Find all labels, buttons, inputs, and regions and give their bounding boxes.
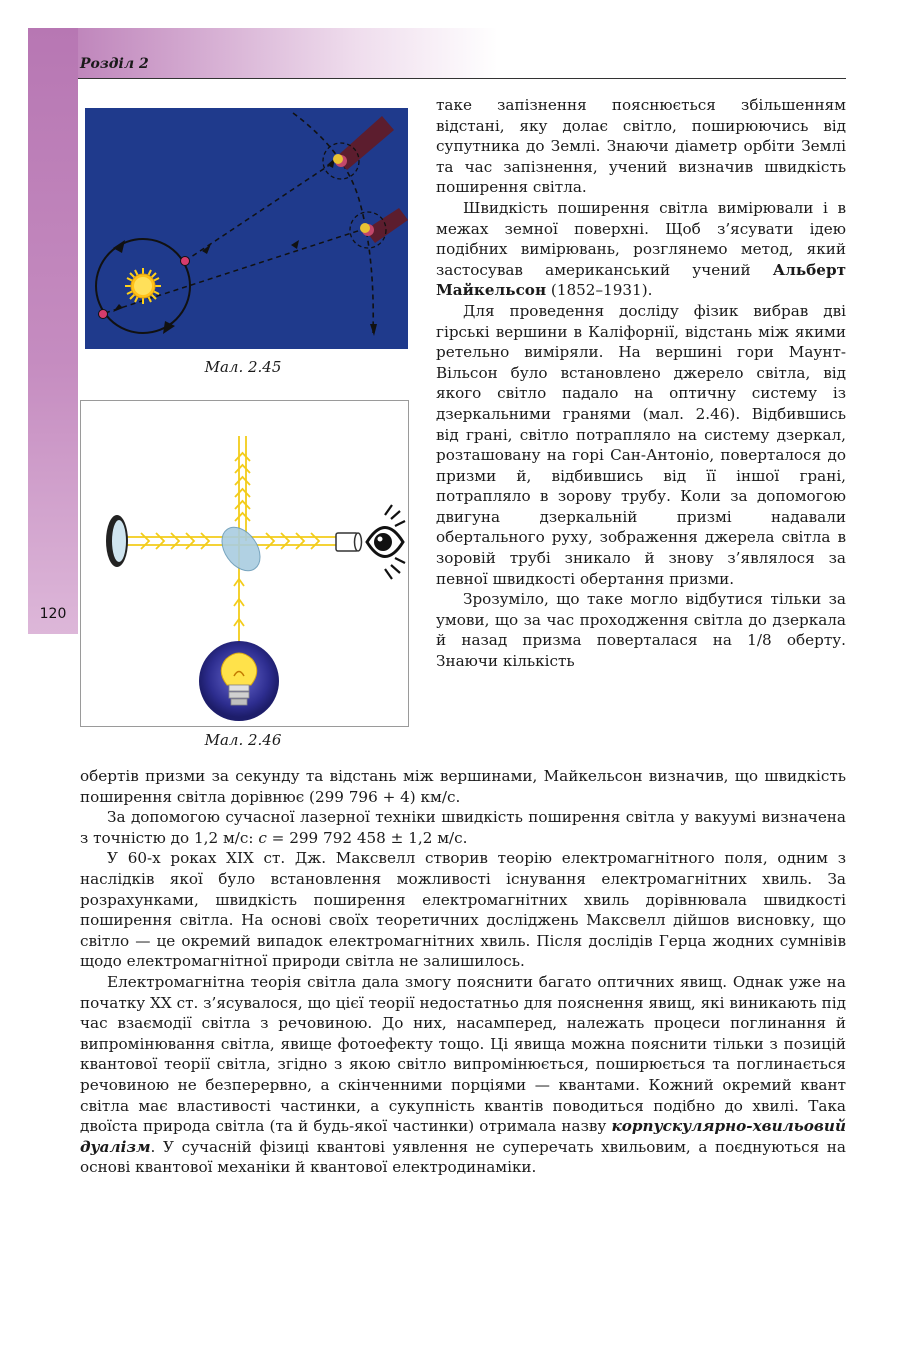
- paragraph-4-end: обертів призми за секунду та відстань між вершинами, Майкельсон визначив, що швидкість поширення світла дорівнює (299 796 + 4) км/с.: [80, 767, 846, 806]
- figure-2-45-caption: Мал. 2.45: [204, 358, 282, 376]
- header-rule: [78, 78, 846, 79]
- orbit-diagram: [85, 108, 408, 349]
- paragraph-3: Для проведення досліду фізик вибрав дві гірські вершини в Каліфорнії, відстань між якими ретельно виміряли. На вершині гори Маунт-Вільсон було встановлено джерело світла, від якого світло падало на оптичну систему із дзеркальними гранями (мал. 2.46). Відбившись від грані, світло потрапляло на систему дзеркал, розташовану на горі Сан-Антоніо, поверталося до призми й, відбившись від її іншої грані, потрапляло в зорову трубу. Коли за допомогою двигуна дзеркальній призмі надавали обертального руху, зображення джерела світла в зоровій трубі зникало й знову з’являлося за певної швидкості обертання призми.: [436, 301, 846, 588]
- eye-icon: [367, 505, 405, 579]
- paragraph-2: Швидкість поширення світла вимірювали і в межах земної поверхні. Щоб з’ясувати ідею подібних вимірювань, розглянемо метод, який застосував американський учений Альберт Майкельсон (1852–1931).: [436, 198, 846, 300]
- mirror-icon: [106, 515, 128, 567]
- figure-2-46: [80, 400, 409, 727]
- michelson-diagram: [81, 401, 408, 726]
- lamp-icon: [199, 641, 279, 721]
- page-number: 120: [39, 606, 67, 622]
- figure-2-46-caption: Мал. 2.46: [204, 731, 282, 749]
- section-label: Розділ 2: [80, 56, 149, 72]
- side-accent-strip: [28, 28, 78, 634]
- key-term: корпускулярно-хвильовий дуалізм: [80, 1117, 846, 1156]
- right-column: [436, 95, 846, 672]
- paragraph-6: У 60-х роках ХІХ ст. Дж. Максвелл створив теорію електромагнітного поля, одним з наслідків якої було встановлення можливості існування електромагнітних хвиль. За розрахунками, швидкість поширення електромагнітних хвиль дорівнювала швидкості поширення світла. На основі своїх теоретичних досліджень Максвелл дійшов висновку, що світло — це окремий випадок електромагнітних хвиль. Після дослідів Герца жодних сумнівів щодо електромагнітної природи світла не залишилось.: [80, 849, 846, 971]
- paragraph-7: Електромагнітна теорія світла дала змогу пояснити багато оптичних явищ. Однак уже на початку ХХ ст. з’ясувалося, що цієї теорії недостатньо для пояснення явищ, які виникають під час взаємодії світла з речовиною. До них, насамперед, належать процеси поглинання й випромінювання світла, явище фотоефекту тощо. Ці явища можна пояснити тільки з позицій квантової теорії світла, згідно з якою світло випромінюється, поширюється та поглинається речовиною не безперервно, а скінченними порціями — квантами. Кожний окремий квант світла має властивості частинки, а сукупність квантів поводиться подібно до хвилі. Така двоїста природа світла (та й будь-якої частинки) отримала назву корпускулярно-хвильовий дуалізм. У сучасній фізиці квантові уявлення не суперечать хвильовим, а поєднуються на основі квантової механіки й квантової електродинаміки.: [80, 972, 846, 1177]
- figure-2-45: [85, 108, 408, 349]
- paragraph-4-start: Зрозуміло, що таке могло відбутися тільки за умови, що за час проходження світла до дзеркала й назад призма поверталася на 1/8 оберту. Знаючи кількість: [436, 590, 846, 671]
- paragraph-5: За допомогою сучасної лазерної техніки швидкість поширення світла у вакуумі визначена з точністю до 1,2 м/с: c = 299 792 458 ± 1,2 м/с.: [80, 808, 846, 847]
- prism-icon: [214, 520, 268, 578]
- scientist-name: Альберт Майкельсон: [436, 260, 846, 300]
- sun-icon: [125, 268, 161, 304]
- paragraph-1: таке запізнення пояснюється збільшенням відстані, яку долає світло, поширюючись від супутника до Землі. Знаючи діаметр орбіти Землі та час запізнення, учений визначив швидкість поширення світла.: [436, 96, 846, 197]
- full-width-text: [80, 766, 846, 1178]
- telescope-icon: [336, 533, 362, 551]
